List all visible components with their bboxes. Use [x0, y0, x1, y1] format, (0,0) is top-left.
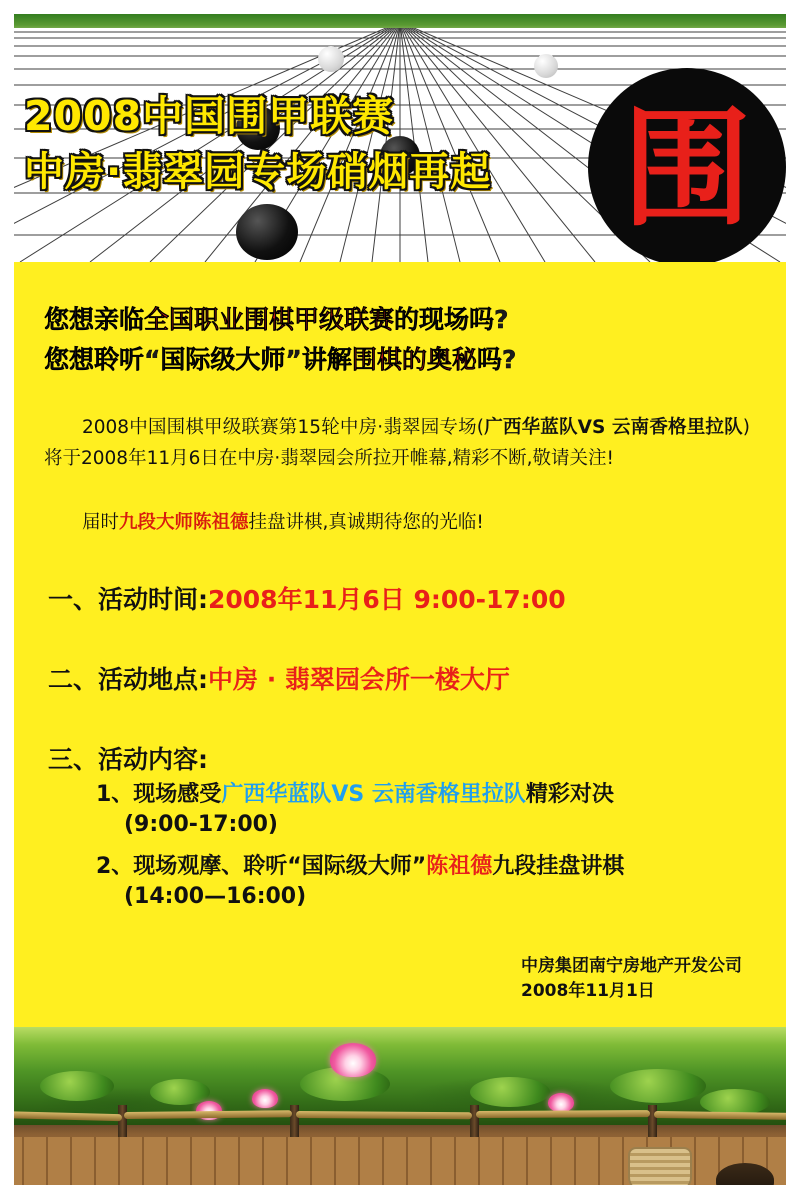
signature-block [521, 954, 742, 1004]
railing-rope [296, 1111, 472, 1119]
intro-part-c: )将于2008年11月6日在中房·翡翠园会所拉开帷幕,精彩不断,敬请关注! [44, 417, 750, 469]
master-part-a: 届时 [82, 512, 120, 533]
go-stone-black [236, 204, 298, 260]
question-line-2 [44, 340, 756, 380]
master-name: 九段大师陈祖德 [119, 512, 249, 533]
go-stone-white [534, 54, 558, 78]
question-1-highlight: 全国职业围棋甲级联赛 [144, 305, 395, 334]
lotus-leaf [40, 1071, 114, 1101]
footer-photo-band [0, 1027, 800, 1199]
question-block [44, 300, 756, 380]
sub-1-prefix: 1、现场感受 [96, 782, 222, 807]
seal-glyph: 围 [622, 94, 751, 244]
event-item-place [48, 660, 510, 696]
title-line-1: 2008中国围甲联赛 [24, 92, 395, 140]
sub-1-teams: 广西华蓝队VS 云南香格里拉队 [221, 782, 526, 807]
event-item-content [48, 740, 208, 776]
title-line-2: 中房·翡翠园专场硝烟再起 [24, 149, 492, 195]
event-sub-item-1 [96, 778, 614, 812]
content-body [0, 262, 800, 1027]
signature-date: 2008年11月1日 [521, 981, 655, 1001]
event-item-content-label: 三、活动内容: [48, 745, 208, 774]
bamboo-basket [628, 1147, 692, 1193]
event-item-time-value: 2008年11月6日 9:00-17:00 [208, 585, 566, 614]
lotus-leaf [610, 1069, 706, 1103]
event-item-time-label: 一、活动时间: [48, 585, 208, 614]
question-2-suffix: 吗? [476, 345, 517, 374]
event-item-place-value: 中房 · 翡翠园会所一楼大厅 [208, 665, 510, 694]
master-part-c: 挂盘讲棋,真诚期待您的光临! [248, 512, 484, 533]
railing-rope [654, 1111, 800, 1120]
sub-2-master: 陈祖德 [426, 854, 493, 879]
event-sub-item-1-time: (9:00-17:00) [124, 812, 278, 837]
go-seal-badge [588, 68, 786, 262]
question-1-prefix: 您想亲临 [44, 305, 145, 334]
event-sub-item-2 [96, 850, 624, 884]
poster-title [24, 88, 644, 200]
question-2-highlight: 围棋的奥秘 [351, 345, 477, 374]
go-stone-white [318, 46, 344, 72]
question-2-prefix: 您想聆听“国际级大师”讲解 [44, 345, 352, 374]
event-item-place-label: 二、活动地点: [48, 665, 208, 694]
question-1-suffix: 的现场吗? [394, 305, 509, 334]
lotus-leaf [150, 1079, 210, 1105]
intro-part-a: 2008中国围棋甲级联赛第15轮中房·翡翠园专场( [82, 417, 485, 438]
master-paragraph [44, 507, 750, 538]
question-line-1 [44, 300, 756, 340]
sub-1-tail: 精彩对决 [525, 782, 614, 807]
event-sub-item-2-time: (14:00—16:00) [124, 884, 307, 909]
lotus-leaf [470, 1077, 550, 1107]
railing-rope [124, 1110, 292, 1119]
sub-2-prefix: 2、现场观摩、聆听“国际级大师” [96, 854, 427, 879]
event-item-time [48, 580, 566, 616]
sub-2-tail: 九段挂盘讲棋 [492, 854, 625, 879]
signature-org: 中房集团南宁房地产开发公司 [521, 956, 742, 976]
intro-paragraph [44, 412, 750, 474]
header-banner [0, 0, 800, 262]
lotus-flower [330, 1043, 376, 1077]
railing-rope [0, 1111, 122, 1121]
railing-rope [476, 1110, 650, 1118]
intro-teams: 广西华蓝队VS 云南香格里拉队 [484, 417, 743, 438]
stone-bowl [716, 1163, 774, 1197]
